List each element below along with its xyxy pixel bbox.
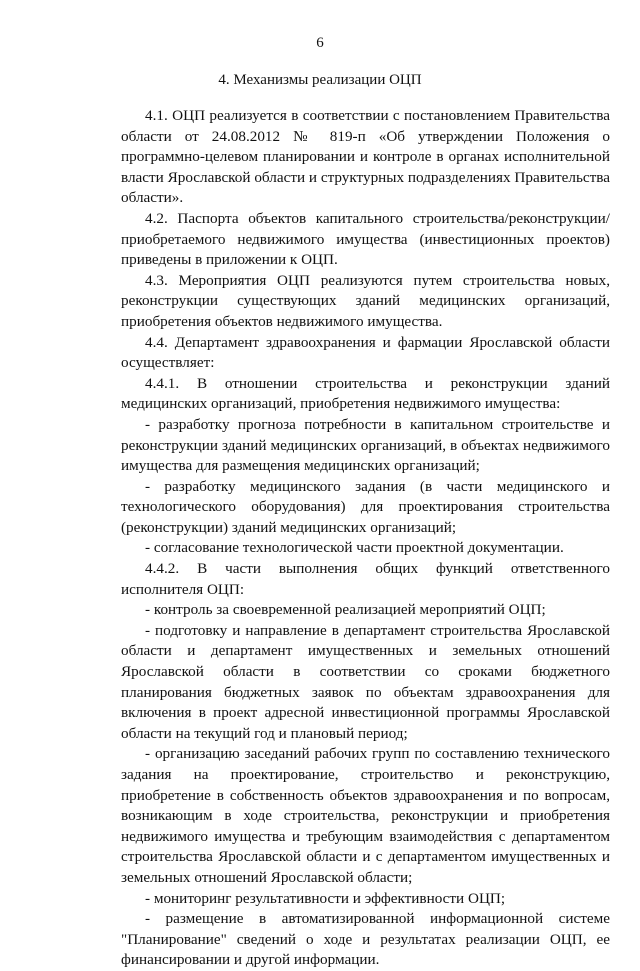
section-title: 4. Механизмы реализации ОЦП [218,72,422,88]
document-body [121,106,610,971]
paragraph-4-2: 4.2. Паспорта объектов капитального строительства/реконструкции/ приобретаемого недвижимого имущества (инвестиционных проектов) приведены в приложении к ОЦП. [121,209,610,269]
paragraph-4-3: 4.3. Мероприятия ОЦП реализуются путем строительства новых, реконструкции существующих зданий медицинских организаций, приобретения объектов недвижимого имущества. [121,271,610,330]
page-number: 6 [316,35,324,51]
list-item-publication: - размещение в автоматизированной информационной системе "Планирование" сведений о ходе и результатах реализации ОЦП, ее финансировании и другой информации. [121,910,610,969]
paragraph-4-4-2: 4.4.2. В части выполнения общих функций ответственного исполнителя ОЦП: [121,560,610,598]
paragraph-4-4-1: 4.4.1. В отношении строительства и реконструкции зданий медицинских организаций, приобретения недвижимого имущества: [121,374,610,413]
list-item-budget-requests: - подготовку и направление в департамент строительства Ярославской области и департамент имущественных и земельных отношений Ярославской области в соответствии со сроками бюджетного планирования бюджетных заявок по объектам здравоохранения для включения в проект адресной инвестиционной программы Ярославской области на текущий год и плановый период; [121,621,610,742]
list-item-working-groups: - организацию заседаний рабочих групп по составлению технического задания на проектирование, строительство и реконструкцию, приобретение в собственность объектов здравоохранения и по вопросам, возникающим в ходе строительства, реконструкции и приобретения недвижимого имущества и требующим взаимодействия с департаментом строительства Ярославской области и с департаментом имущественных и земельных отношений Ярославской области; [121,745,610,886]
paragraph-4-1: 4.1. ОЦП реализуется в соответствии с постановлением Правительства области от 24.08.2012 № 819-п «Об утверждении Положения о программно-целевом планировании и контроле в органах исполнительной власти Ярославской области и структурных подразделениях Правительства области». [121,107,610,207]
list-item-control: - контроль за своевременной реализацией мероприятий ОЦП; [145,601,546,619]
list-item-monitoring: - мониторинг результативности и эффективности ОЦП; [145,889,506,907]
paragraph-4-4: 4.4. Департамент здравоохранения и фармации Ярославской области осуществляет: [121,333,610,372]
list-item-approval: - согласование технологической части проектной документации. [145,539,564,557]
list-item-forecast: - разработку прогноза потребности в капитальном строительстве и реконструкции зданий медицинских организаций, в объектах недвижимого имущества для размещения медицинских организаций; [121,415,610,475]
list-item-medical-task: - разработку медицинского задания (в части медицинского и технологического оборудования) для проектирования строительства (реконструкции) зданий медицинских организаций; [121,477,610,536]
